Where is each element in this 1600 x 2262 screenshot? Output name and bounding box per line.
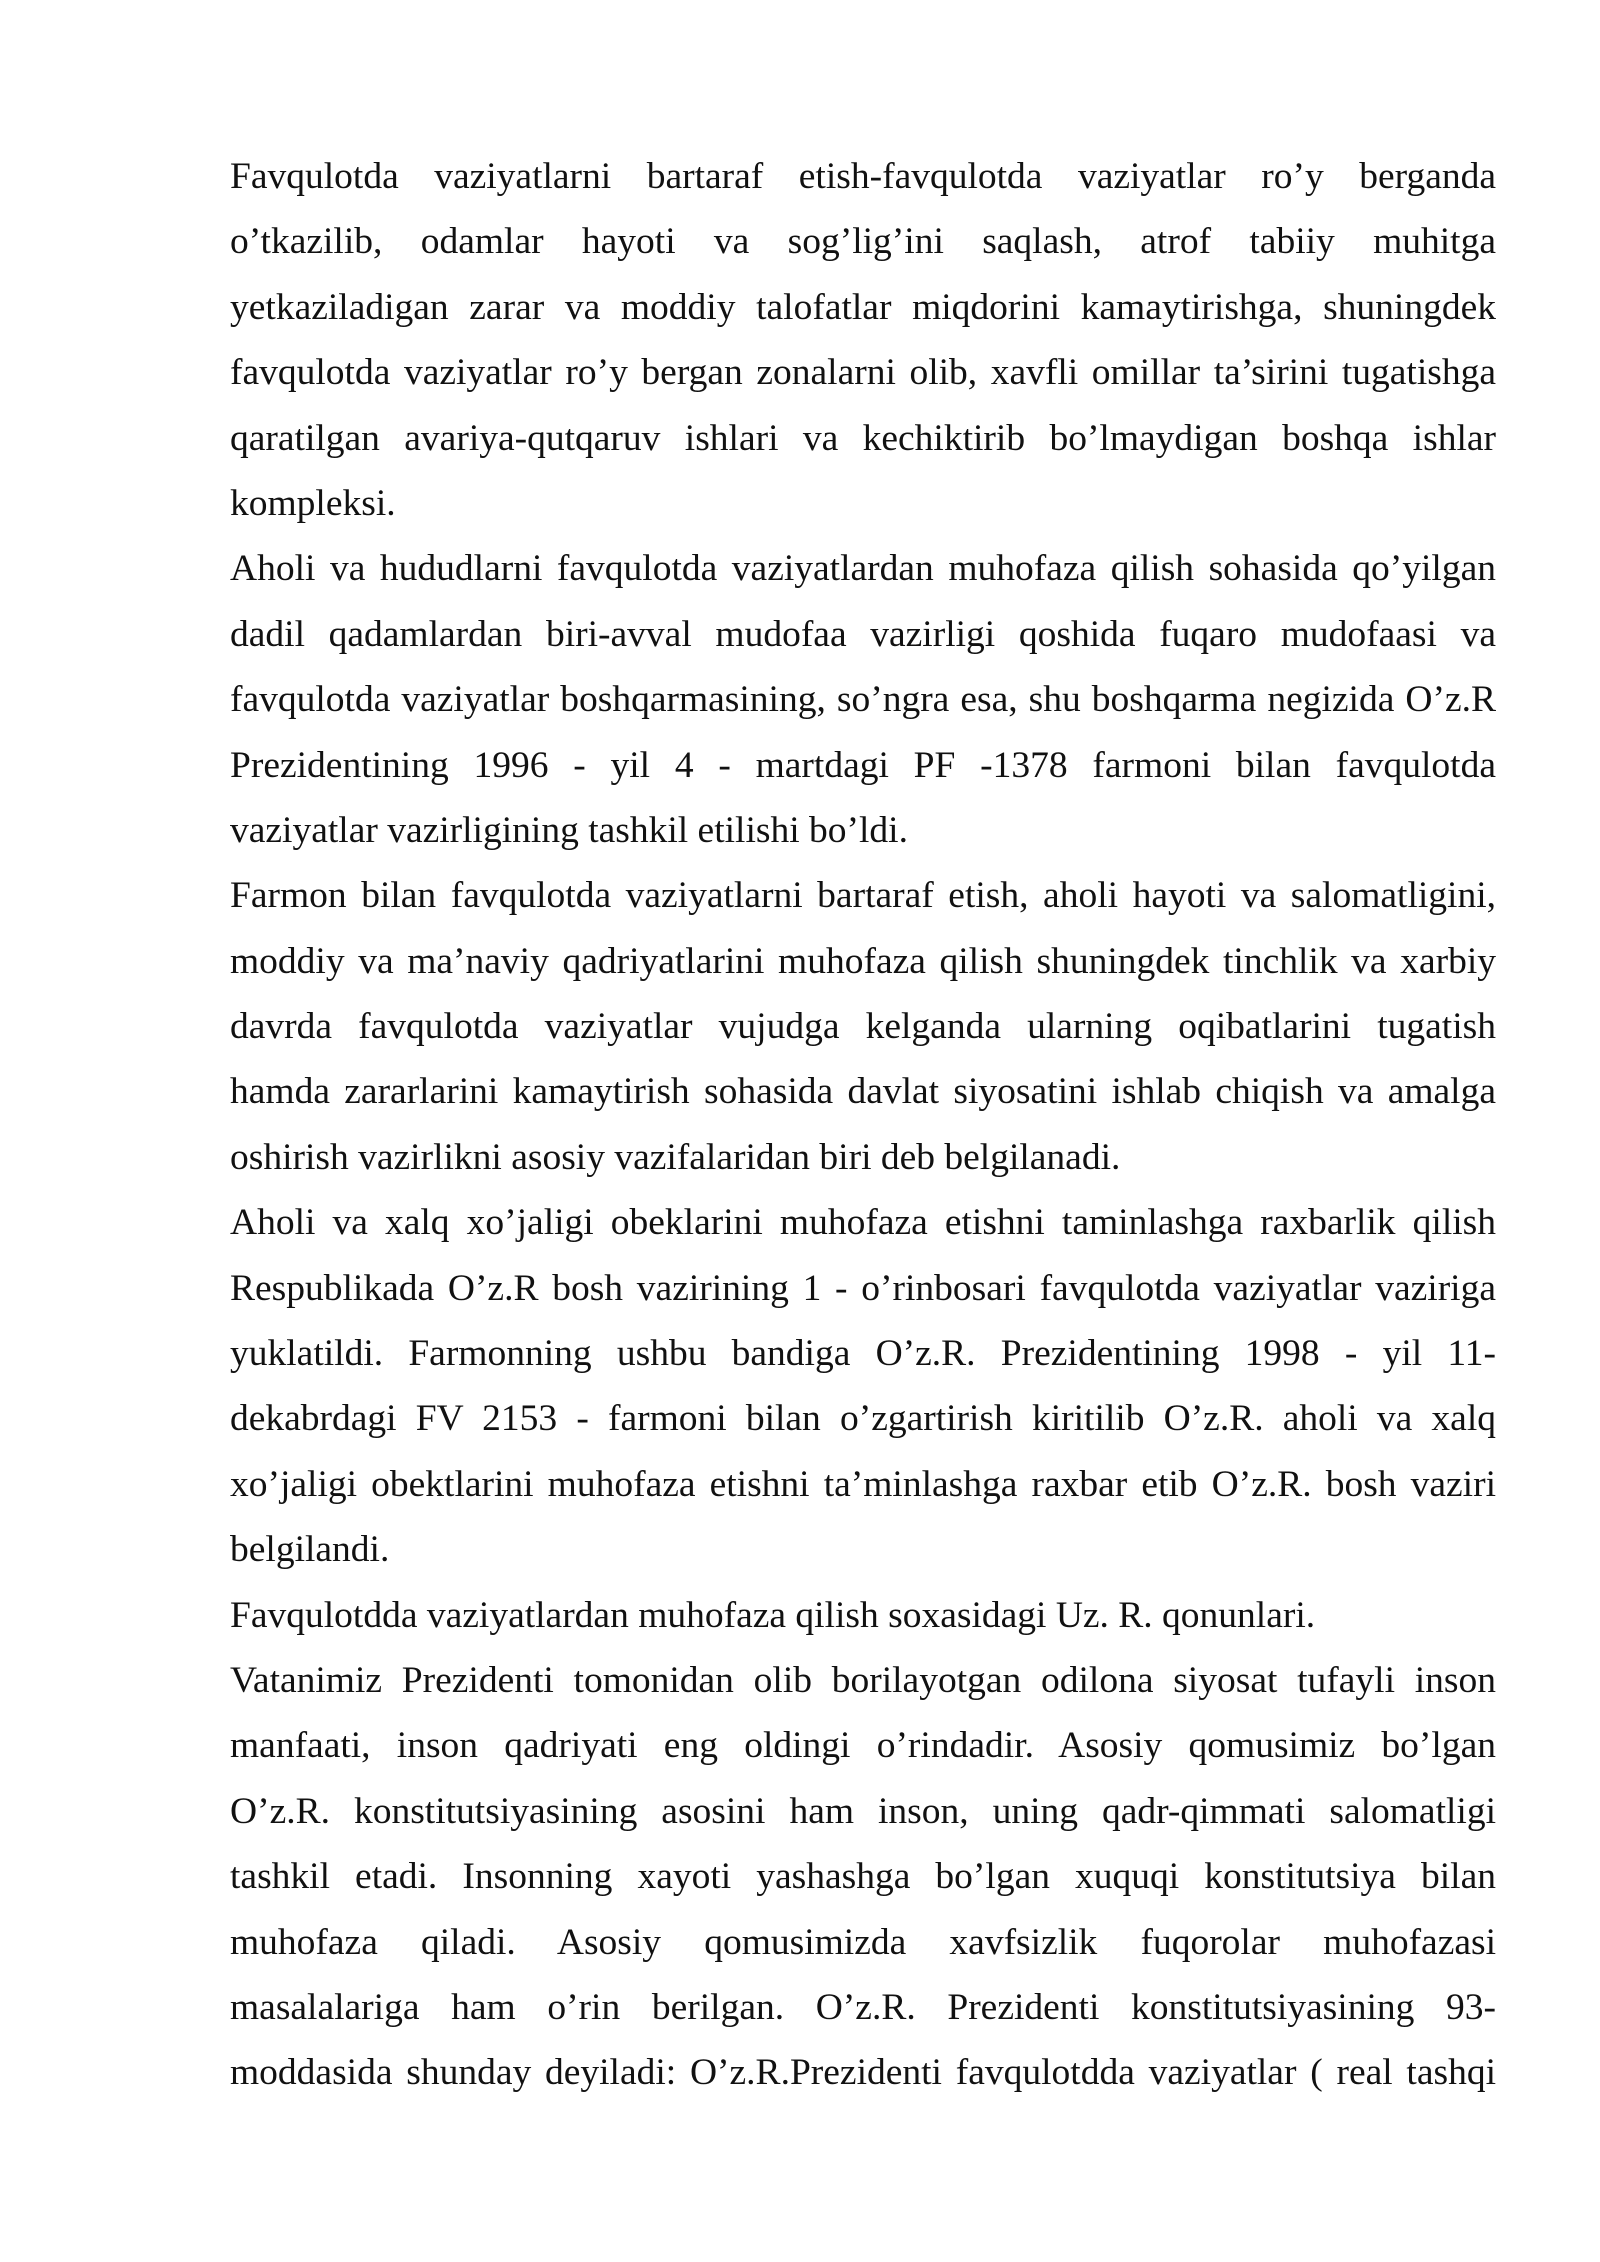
text-line: kompleksi. — [230, 482, 396, 524]
text-line: Favqulotda vaziyatlarni bartaraf etish-favqulotda vaziyatlar ro’y berganda — [230, 156, 1496, 197]
text-line: vaziyatlar vazirligining tashkil etilishi bo’ldi. — [230, 809, 908, 851]
text-line: qaratilgan avariya-qutqaruv ishlari va kechiktirib bo’lmaydigan boshqa ishlar — [230, 417, 1496, 459]
text-line: favqulotda vaziyatlar ro’y bergan zonalarni olib, xavfli omillar ta’sirini tugatishga — [230, 352, 1496, 394]
text-line: Farmon bilan favqulotda vaziyatlarni bartaraf etish, aholi hayoti va salomatligini, — [230, 875, 1496, 917]
paragraph-decree-tasks — [230, 863, 1496, 1190]
paragraph-section-heading — [230, 1583, 1496, 1648]
document-body — [230, 144, 1496, 2106]
text-line: yuklatildi. Farmonning ushbu bandiga O’z.R. Prezidentining 1998 - yil 11- — [230, 1333, 1496, 1375]
text-line: muhofaza qiladi. Asosiy qomusimizda xavfsizlik fuqorolar muhofazasi — [230, 1921, 1496, 1963]
text-line: moddiy va ma’naviy qadriyatlarini muhofaza qilish shuningdek tinchlik va xarbiy — [230, 940, 1496, 982]
text-line: masalalariga ham o’rin berilgan. O’z.R. Prezidenti konstitutsiyasining 93- — [230, 1986, 1496, 2028]
text-line: moddasida shunday deyiladi: O’z.R.Prezidenti favqulotdda vaziyatlar ( real tashqi — [230, 2052, 1496, 2094]
text-line: Prezidentining 1996 - yil 4 - martdagi PF -1378 farmoni bilan favqulotda — [230, 744, 1496, 786]
paragraph-definition — [230, 144, 1496, 536]
paragraph-ministry-history — [230, 536, 1496, 863]
text-line: Vatanimiz Prezidenti tomonidan olib borilayotgan odilona siyosat tufayli inson — [230, 1659, 1496, 1701]
text-line: xo’jaligi obektlarini muhofaza etishni ta’minlashga raxbar etib O’z.R. bosh vaziri — [230, 1463, 1496, 1505]
text-line: Aholi va xalq xo’jaligi obeklarini muhofaza etishni taminlashga raxbarlik qilish — [230, 1202, 1496, 1244]
section-heading: Favqulotdda vaziyatlardan muhofaza qilish soxasidagi Uz. R. qonunlari. — [230, 1594, 1316, 1636]
text-line: yetkaziladigan zarar va moddiy talofatlar miqdorini kamaytirishga, shuningdek — [230, 286, 1496, 328]
text-line: tashkil etadi. Insonning xayoti yashashga bo’lgan xuquqi konstitutsiya bilan — [230, 1856, 1496, 1898]
text-line: favqulotda vaziyatlar boshqarmasining, so’ngra esa, shu boshqarma negizida O’z.R — [230, 679, 1496, 721]
text-line: o’tkazilib, odamlar hayoti va sog’lig’ini saqlash, atrof tabiiy muhitga — [230, 221, 1496, 263]
text-line: manfaati, inson qadriyati eng oldingi o’rindadir. Asosiy qomusimiz bo’lgan — [230, 1725, 1496, 1767]
paragraph-leadership — [230, 1190, 1496, 1582]
text-line: hamda zararlarini kamaytirish sohasida davlat siyosatini ishlab chiqish va amalga — [230, 1071, 1496, 1113]
paragraph-constitution — [230, 1648, 1496, 2106]
text-line: belgilandi. — [230, 1529, 390, 1571]
text-line: davrda favqulotda vaziyatlar vujudga kelganda ularning oqibatlarini tugatish — [230, 1006, 1496, 1048]
text-line: Respublikada O’z.R bosh vazirining 1 - o’rinbosari favqulotda vaziyatlar vaziriga — [230, 1267, 1496, 1309]
text-line: dadil qadamlardan biri-avval mudofaa vazirligi qoshida fuqaro mudofaasi va — [230, 613, 1496, 655]
text-line: oshirish vazirlikni asosiy vazifalaridan biri deb belgilanadi. — [230, 1136, 1121, 1178]
text-line: Aholi va hududlarni favqulotda vaziyatlardan muhofaza qilish sohasida qo’yilgan — [230, 548, 1496, 590]
text-line: O’z.R. konstitutsiyasining asosini ham inson, uning qadr-qimmati salomatligi — [230, 1790, 1496, 1832]
text-line: dekabrdagi FV 2153 - farmoni bilan o’zgartirish kiritilib O’z.R. aholi va xalq — [230, 1398, 1496, 1440]
